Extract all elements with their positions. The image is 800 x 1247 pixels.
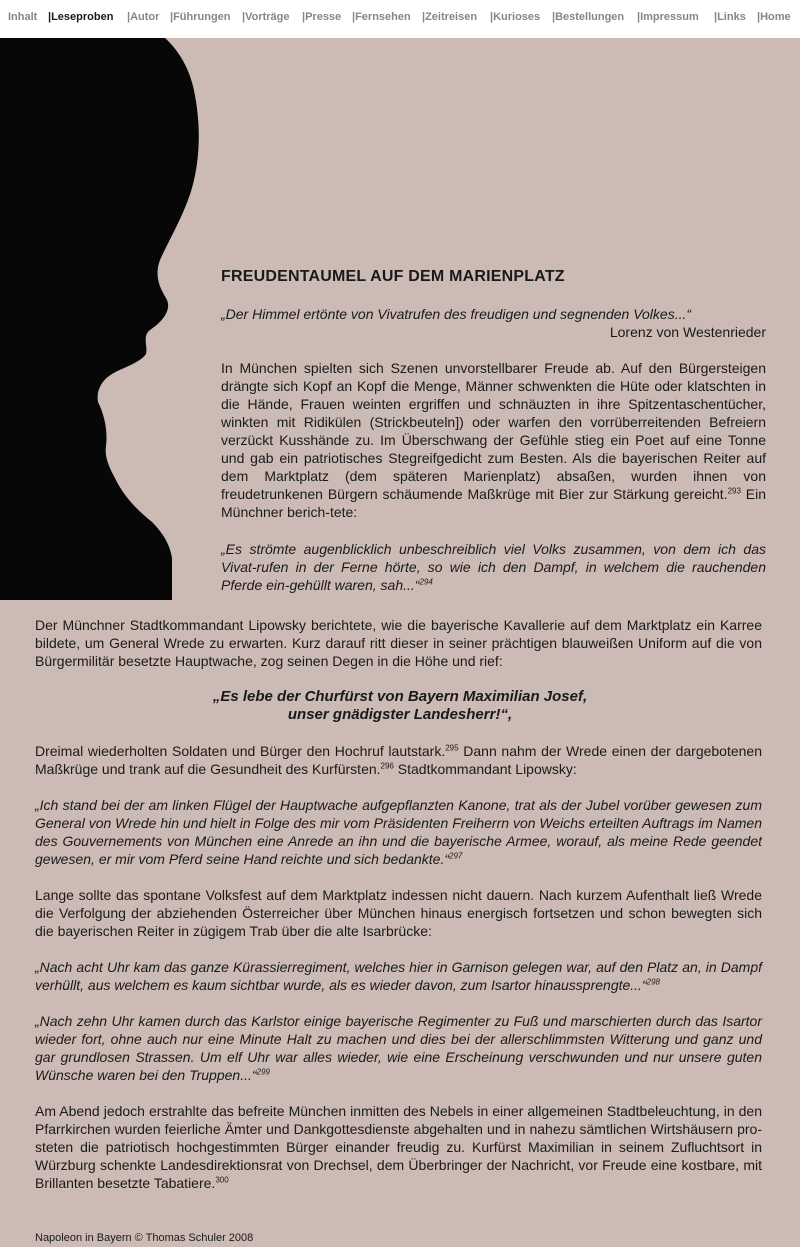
paragraph-1-tail: Ein Münchner berich-tete: — [221, 486, 767, 520]
paragraph-5 — [35, 1102, 762, 1192]
quote-4 — [35, 1012, 762, 1084]
nav-fernsehen[interactable]: |Fernsehen — [352, 11, 411, 23]
footnote-295[interactable]: 295 — [445, 743, 459, 753]
footnote-300[interactable]: 300 — [215, 1175, 229, 1185]
paragraph-1 — [221, 359, 766, 521]
quote-1 — [221, 540, 766, 594]
paragraph-4: Lange sollte das spontane Volksfest auf dem Marktplatz indessen nicht dauern. Nach kurzem Aufenthalt ließ Wrede die Verfolgung der abziehenden Österreicher über München hinaus energisch fortsetzen und schon bewegten sich die bayerischen Reiter in zügigem Trab über die alte Isarbrücke: — [35, 887, 762, 939]
footnote-294[interactable]: 294 — [419, 577, 433, 587]
footnote-298[interactable]: 298 — [646, 977, 660, 987]
nav-kurioses[interactable]: |Kurioses — [490, 11, 541, 23]
top-navigation — [0, 0, 800, 38]
nav-links[interactable]: |Links — [714, 11, 746, 23]
footnote-297[interactable]: 297 — [449, 851, 463, 861]
article-title: FREUDENTAUMEL AUF DEM MARIENPLATZ — [221, 268, 565, 285]
quote-3-text: „Nach acht Uhr kam das ganze Kürassierregiment, welches hier in Garnison gelegen war, auf den Platz an, in Dampf verhüllt, aus welchem es kaum sichtbar wurde, als es wieder davon, zum Isartor hinaussprengte...“ — [35, 959, 762, 993]
footnote-296[interactable]: 296 — [380, 761, 394, 771]
quote-2-text: „Ich stand bei der am linken Flügel der Hauptwache aufgepflanzten Kanone, trat als der Jubel vorüber gewesen zum General von Wrede hin und hielt in Folge des mir vom Präsidenten Freiherrn von Weichs erteilten Auftrags im Namen des Gouvernements von München eine Anrede an ihn und die bayerische Armee, worauf, als meine Rede geendet gewesen, er mir vom Pferd seine Hand reichte und sich bedankte.“ — [35, 797, 762, 867]
nav-zeitreisen[interactable]: |Zeitreisen — [422, 11, 478, 23]
paragraph-2: Der Münchner Stadtkommandant Lipowsky berichtete, wie die bayerische Kavallerie auf dem Marktplatz ein Karree bildete, um General Wrede zu erwarten. Kurz darauf ritt dieser in seiner prächtigen blauweißen Uniform auf die von Bürgermilitär besetzte Hauptwache, zog seinen Degen in die Höhe und rief: — [35, 617, 762, 669]
epigraph-quote: „Der Himmel ertönte von Vivatrufen des freudigen und segnenden Volkes...“ — [221, 306, 692, 322]
nav-leseproben[interactable]: |Leseproben — [48, 11, 114, 23]
quote-2 — [35, 796, 762, 868]
portrait-silhouette — [0, 38, 210, 600]
nav-fuehrungen[interactable]: |Führungen — [170, 11, 231, 23]
paragraph-5-text: Am Abend jedoch erstrahlte das befreite München inmitten des Nebels in einer allgemeinen Stadtbeleuchtung, in den Pfarrkirchen wurden feierliche Ämter und Dankgottesdienste abgehalten und in nahezu sämtlichen Wirtshäusern pro-steten die patriotisch hochgestimmten Bürger einander freudig zu. Kurfürst Maximilian in seinem Zufluchtsort in Würzburg schenkte Landesdirektionsrat von Drechsel, dem Überbringer der Nachricht, vor Freude eine kostbare, mit Brillanten besetzte Tabatiere. — [35, 1103, 762, 1191]
quote-3 — [35, 958, 762, 994]
shout-quote-line-1: „Es lebe der Churfürst von Bayern Maximilian Josef, — [212, 688, 588, 705]
epigraph-author: Lorenz von Westenrieder — [609, 324, 766, 340]
nav-home[interactable]: |Home — [757, 11, 791, 23]
footer-copyright: Napoleon in Bayern © Thomas Schuler 2008 — [35, 1232, 254, 1244]
paragraph-1-text: In München spielten sich Szenen unvorstellbarer Freude ab. Auf den Bürgersteigen drängte sich Kopf an Kopf die Menge, Männer schwenkten die Hüte oder klatschten in die Hände, Frauen weinten ergriffen und schnäuzten in ihre Spitzentaschentücher, winkten mit Ridikülen (Strickbeuteln]) oder warfen den vorrüberreitenden Befreiern verzückt Kusshände zu. Im Überschwang der Gefühle stieg ein Poet auf eine Tonne und gab ein patriotisches Stegreifgedicht zum Besten. Als die bayerischen Reiter auf dem Marktplatz (dem späteren Marienplatz) absaßen, wurden ihnen von freudetrunkenen Bürgern schäumende Maßkrüge mit Bier zur Stärkung gereicht. — [221, 360, 766, 502]
paragraph-3-text-c: Stadtkommandant Lipowsky: — [393, 761, 577, 777]
footnote-299[interactable]: 299 — [256, 1067, 270, 1077]
footnote-293[interactable]: 293 — [727, 486, 741, 496]
nav-vortraege[interactable]: |Vorträge — [242, 11, 290, 23]
paragraph-3-text-b: Dann nahm der Wrede einen der dargebotenen Maßkrüge und trank auf die Gesundheit des Kurfürsten. — [35, 743, 762, 777]
paragraph-3 — [35, 742, 762, 778]
nav-impressum[interactable]: |Impressum — [637, 11, 699, 23]
shout-quote-line-2: unser gnädigster Landesherr!“, — [287, 706, 513, 723]
nav-bestellungen[interactable]: |Bestellungen — [552, 11, 625, 23]
paragraph-3-text-a: Dreimal wiederholten Soldaten und Bürger den Hochruf lautstark. — [35, 743, 446, 759]
quote-1-text: „Es strömte augenblicklich unbeschreiblich viel Volks zusammen, von dem ich das Vivat-rufen in der Ferne hörte, so wie ich den Dampf, in welchem die rauchenden Pferde ein-gehüllt waren, sah...“ — [221, 541, 766, 593]
nav-autor[interactable]: |Autor — [127, 11, 160, 23]
nav-inhalt[interactable]: Inhalt — [8, 11, 38, 23]
quote-4-text: „Nach zehn Uhr kamen durch das Karlstor einige bayerische Regimenter zu Fuß und marschierten durch das Isartor wieder fort, ohne auch nur eine Minute Halt zu machen und dies bei der allerschlimmsten Witterung und ganz und gar grundlosen Strassen. Um elf Uhr war alles wieder, wie eine Erscheinung verschwunden und nur unsere guten Wünsche waren bei den Truppen...“ — [35, 1013, 762, 1083]
nav-presse[interactable]: |Presse — [302, 11, 342, 23]
